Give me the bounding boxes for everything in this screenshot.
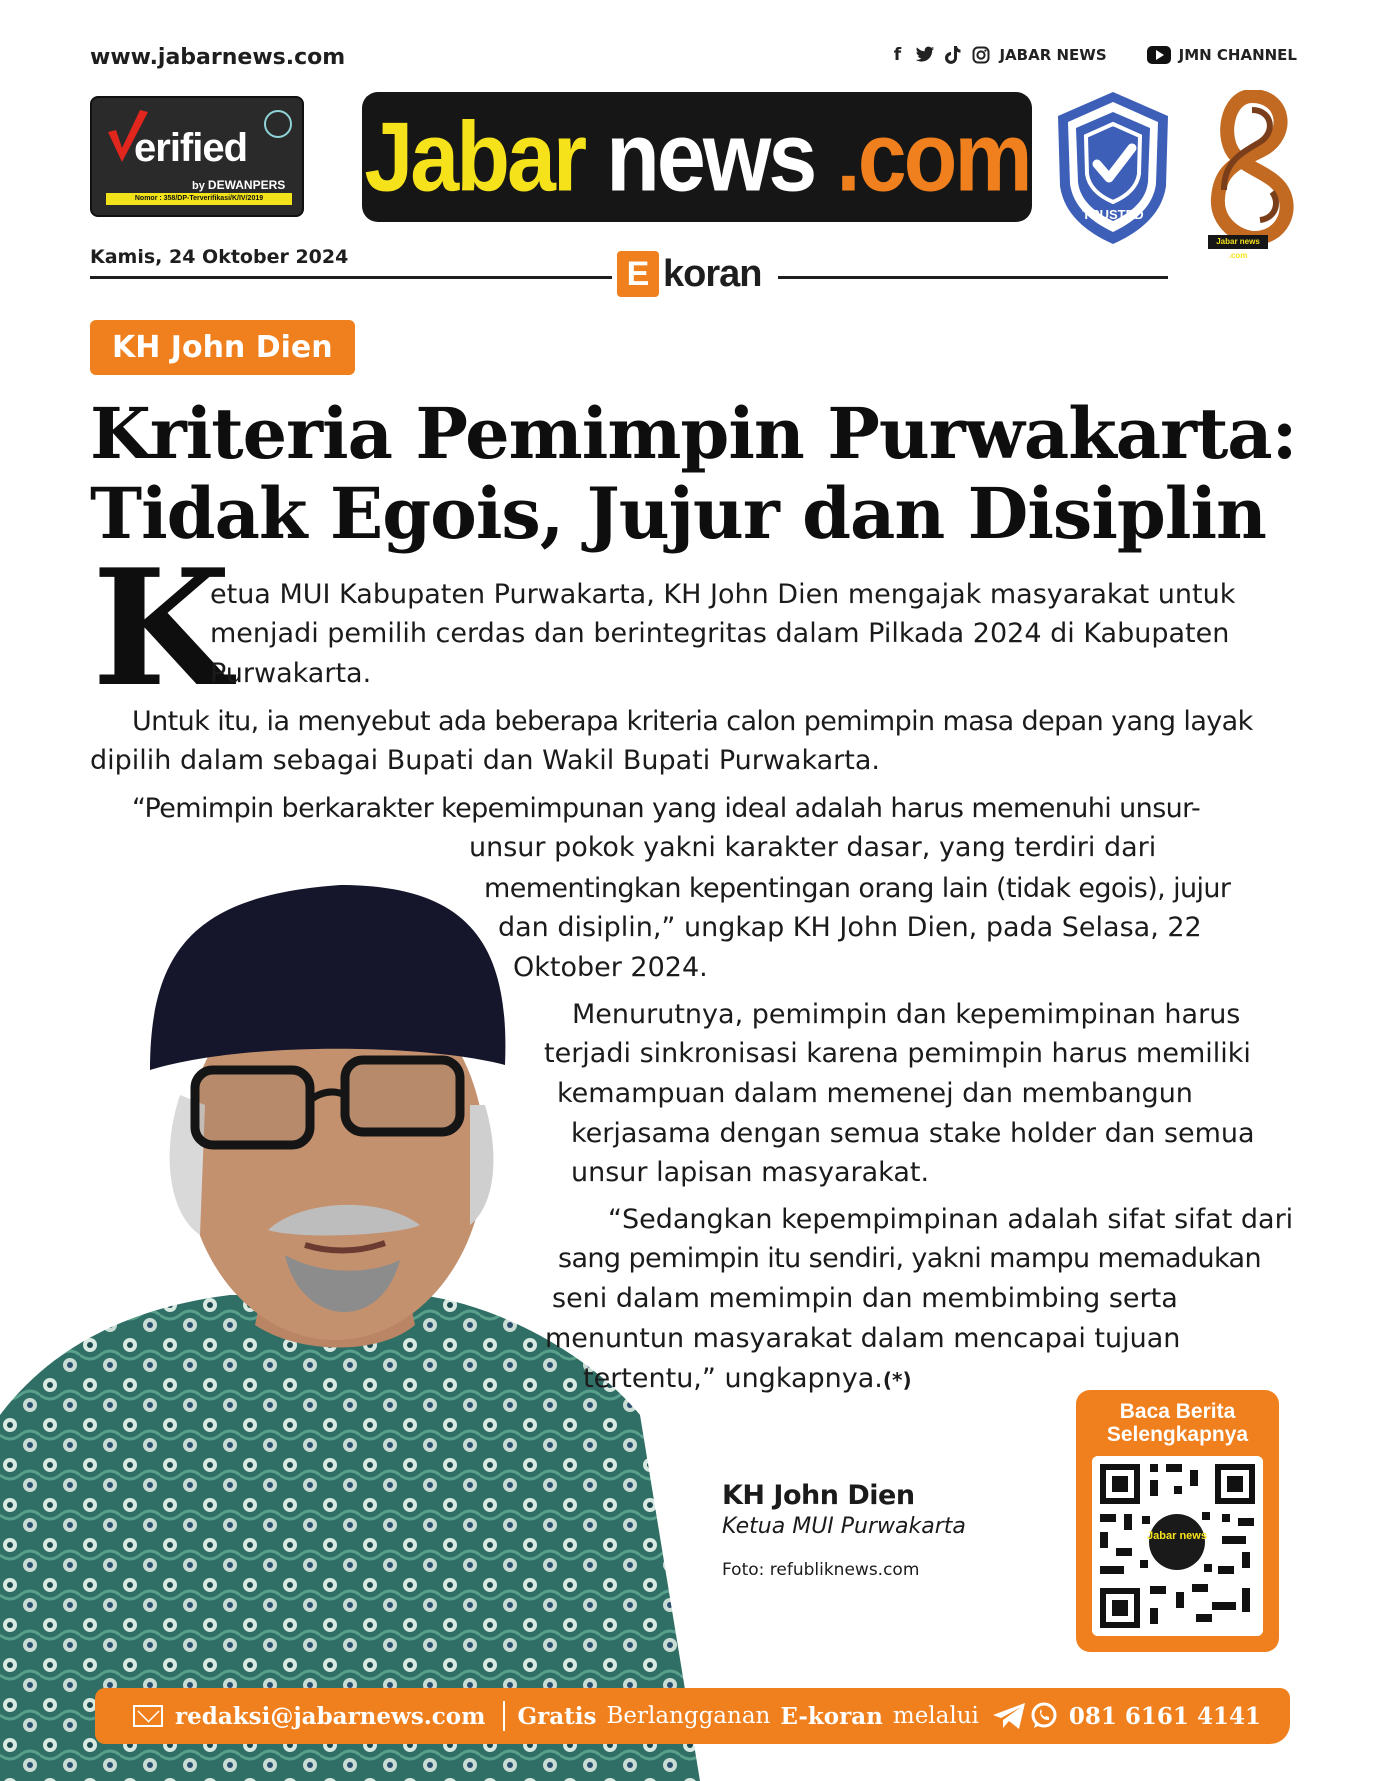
body-line: kerjasama dengan semua stake holder dan semua	[571, 1118, 1255, 1149]
footer-ekoran: E-koran	[780, 1702, 883, 1730]
footer-email[interactable]: redaksi@jabarnews.com	[175, 1702, 486, 1730]
kicker-tag: KH John Dien	[90, 320, 355, 375]
photo-credit: Foto: refubliknews.com	[722, 1560, 920, 1580]
body-line: menjadi pemilih cerdas dan berintegritas dalam Pilkada 2024 di Kabupaten	[210, 618, 1230, 649]
masthead-com: .com	[836, 101, 1030, 212]
portrait-photo	[0, 855, 730, 1781]
body-line: mementingkan kepentingan orang lain (tidak egois), jujur	[484, 873, 1231, 904]
trusted-label: TRUSTED	[1082, 207, 1144, 222]
caption-role: Ketua MUI Purwakarta	[722, 1514, 966, 1539]
body-line: kemampuan dalam memenej dan membangun	[557, 1078, 1193, 1109]
body-line: etua MUI Kabupaten Purwakarta, KH John Dien mengajak masyarakat untuk	[210, 579, 1236, 610]
body-line: unsur lapisan masyarakat.	[571, 1157, 930, 1188]
issue-date: Kamis, 24 Oktober 2024	[90, 246, 349, 268]
verified-by: by DEWANPERS	[192, 178, 286, 192]
end-mark: (*)	[882, 1368, 912, 1392]
social-handle[interactable]: JABAR NEWS	[999, 46, 1107, 64]
body-line: “Sedangkan kepempimpinan adalah sifat sifat dari	[608, 1204, 1294, 1235]
headline-line-2: Tidak Egois, Jujur dan Disiplin	[90, 472, 1266, 555]
trusted-shield-icon	[1054, 90, 1172, 246]
body-line: sang pemimpin itu sendiri, yakni mampu memadukan	[558, 1243, 1261, 1274]
ekoran-label	[617, 251, 761, 297]
facebook-icon[interactable]: f	[893, 45, 902, 65]
body-line: “Pemimpin berkarakter kepemimpunan yang ideal adalah harus memenuhi unsur-	[132, 793, 1201, 824]
body-line: terjadi sinkronisasi karena pemimpin harus memiliki	[544, 1038, 1251, 1069]
mail-icon	[133, 1705, 163, 1727]
youtube-channel[interactable]: JMN CHANNEL	[1178, 46, 1297, 64]
headline	[90, 394, 1330, 554]
qr-code-box[interactable]	[1076, 1390, 1279, 1652]
body-line: dipilih dalam sebagai Bupati dan Wakil Bupati Purwakarta.	[90, 745, 880, 776]
body-line: Purwakarta.	[210, 658, 372, 689]
social-links	[887, 45, 1297, 65]
body-line: Untuk itu, ia menyebut ada beberapa kriteria calon pemimpin masa depan yang layak	[132, 706, 1253, 737]
verified-word: erified	[134, 126, 248, 170]
twitter-icon[interactable]	[915, 45, 935, 65]
masthead-jabar: Jabar	[364, 101, 585, 212]
body-line-last: tertentu,” ungkapnya.(*)	[583, 1363, 912, 1394]
masthead-news: news	[606, 101, 815, 212]
youtube-icon[interactable]	[1147, 46, 1171, 64]
footer-bar	[95, 1688, 1290, 1744]
qr-code-icon[interactable]	[1092, 1456, 1263, 1636]
body-line: menuntun masyarakat dalam mencapai tujuan	[545, 1323, 1181, 1354]
footer-separator	[503, 1701, 505, 1731]
body-line: dan disiplin,” ungkap KH John Dien, pada Selasa, 22	[498, 912, 1202, 943]
tiktok-icon[interactable]	[943, 45, 963, 65]
masthead-logo[interactable]	[362, 92, 1032, 222]
anniversary-logo-icon	[1190, 90, 1300, 250]
footer-gratis: Gratis	[517, 1702, 597, 1730]
qr-logo: Jabar news	[1147, 1530, 1207, 1542]
header-rule-left	[90, 276, 612, 279]
body-line: unsur pokok yakni karakter dasar, yang terdiri dari	[469, 832, 1157, 863]
caption-name: KH John Dien	[722, 1480, 915, 1511]
whatsapp-icon[interactable]	[1029, 1701, 1059, 1731]
header-rule-right	[778, 276, 1168, 279]
ekoran-e-box: E	[617, 251, 659, 297]
footer-melalui: melalui	[892, 1703, 979, 1729]
site-url[interactable]: www.jabarnews.com	[90, 45, 346, 70]
telegram-icon[interactable]	[991, 1701, 1027, 1731]
anniversary-tag: Jabar news .com	[1208, 235, 1268, 249]
body-line: seni dalam memimpin dan membimbing serta	[552, 1283, 1178, 1314]
dewan-pers-seal-icon	[264, 110, 292, 138]
headline-line-1: Kriteria Pemimpin Purwakarta:	[90, 392, 1297, 475]
footer-berlangganan: Berlangganan	[606, 1703, 771, 1729]
ekoran-word: koran	[663, 252, 762, 295]
drop-cap: K	[92, 534, 232, 722]
instagram-icon[interactable]	[971, 45, 991, 65]
body-line: Menurutnya, pemimpin dan kepemimpinan harus	[572, 999, 1241, 1030]
verified-badge	[90, 96, 304, 217]
qr-title: Baca Berita Selengkapnya	[1106, 1400, 1249, 1446]
verification-number: Nomor : 358/DP-Terverifikasi/K/IV/2019	[106, 193, 292, 205]
footer-phone[interactable]: 081 6161 4141	[1068, 1702, 1261, 1730]
body-line: Oktober 2024.	[513, 952, 708, 983]
